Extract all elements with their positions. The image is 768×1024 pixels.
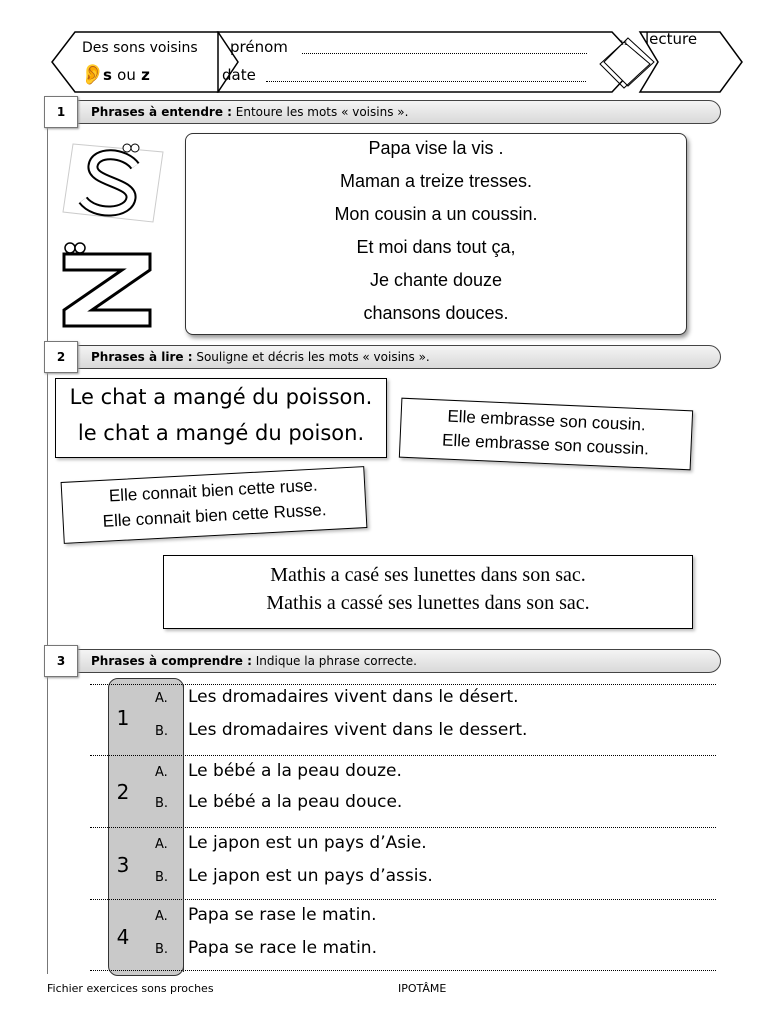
option-letter: B. xyxy=(155,724,169,739)
sound-pair xyxy=(103,66,150,84)
section2-number: 2 xyxy=(44,341,78,373)
sentence-line: Elle connait bien cette ruse. xyxy=(108,475,319,506)
sentence-line: Elle connait bien cette Russe. xyxy=(102,500,327,531)
poem-line: Mon cousin a un coussin. xyxy=(334,204,538,224)
option-letter: A. xyxy=(155,691,168,706)
poem-line: Je chante douze xyxy=(369,270,503,290)
letter-s-illustration xyxy=(55,134,165,224)
option-letter: B. xyxy=(155,942,169,957)
answer-option[interactable]: Le bébé a la peau douce. xyxy=(188,792,403,812)
poem-box xyxy=(185,133,687,335)
sentence-line: Mathis a casé ses lunettes dans son sac. xyxy=(270,564,586,586)
question-number: 1 xyxy=(116,706,130,730)
category-label: lecture xyxy=(645,30,698,48)
sentence-line: le chat a mangé du poison. xyxy=(77,421,365,445)
poem-line: Papa vise la vis . xyxy=(368,138,504,158)
section3-title: Phrases à comprendre : xyxy=(91,654,252,668)
section1-title: Phrases à entendre : xyxy=(91,105,232,119)
section2-title: Phrases à lire : xyxy=(91,350,193,364)
section3-instruction: Indique la phrase correcte. xyxy=(255,654,417,668)
answer-option[interactable]: Le bébé a la peau douze. xyxy=(188,761,402,781)
section2-bar xyxy=(76,345,721,369)
section1-instruction: Entoure les mots « voisins ». xyxy=(235,105,409,119)
prenom-field[interactable] xyxy=(302,53,587,54)
page-number: 11 xyxy=(620,40,628,47)
sentence-box-2 xyxy=(399,398,693,471)
option-letter: B. xyxy=(155,796,169,811)
sentence-box-3 xyxy=(61,466,368,544)
section3-bar xyxy=(76,649,721,673)
sound-s: s xyxy=(103,66,112,84)
sentence-line: Elle embrasse son cousin. xyxy=(447,406,647,435)
section2-instruction: Souligne et décris les mots « voisins ». xyxy=(196,350,430,364)
section1-bar xyxy=(76,100,721,124)
footer-center: IPOTÂME xyxy=(398,982,447,995)
sentence-box-1 xyxy=(55,378,387,458)
answer-option[interactable]: Les dromadaires vivent dans le désert. xyxy=(188,687,519,707)
sentence-line: Elle embrasse son coussin. xyxy=(441,430,650,459)
poem-line: chansons douces. xyxy=(363,303,509,323)
prenom-label: prénom xyxy=(230,38,288,56)
footer-left: Fichier exercices sons proches xyxy=(47,982,214,995)
answer-option[interactable]: Le japon est un pays d’assis. xyxy=(188,866,433,886)
question-number: 3 xyxy=(116,853,130,877)
answer-option[interactable]: Les dromadaires vivent dans le dessert. xyxy=(188,720,528,740)
question-number: 2 xyxy=(116,780,130,804)
answer-option[interactable]: Le japon est un pays d’Asie. xyxy=(188,833,427,853)
sentence-box-4 xyxy=(163,555,693,629)
option-letter: B. xyxy=(155,870,169,885)
option-letter: A. xyxy=(155,909,168,924)
date-field[interactable] xyxy=(266,81,586,82)
question-number: 4 xyxy=(116,925,130,949)
answer-option[interactable]: Papa se rase le matin. xyxy=(188,905,377,925)
section1-number: 1 xyxy=(44,96,78,128)
sentence-line: Mathis a cassé ses lunettes dans son sac. xyxy=(266,592,590,614)
option-letter: A. xyxy=(155,765,168,780)
column-separator xyxy=(183,684,184,972)
option-letter: A. xyxy=(155,837,168,852)
ear-icon: 👂 xyxy=(80,62,105,86)
sound-or: ou xyxy=(117,66,136,84)
date-label: date xyxy=(222,66,256,84)
answer-option[interactable]: Papa se race le matin. xyxy=(188,938,377,958)
poem-line: Maman a treize tresses. xyxy=(339,171,533,191)
section3-number: 3 xyxy=(44,645,78,677)
sentence-line: Le chat a mangé du poisson. xyxy=(69,385,373,409)
letter-z-illustration xyxy=(58,240,158,330)
poem-line: Et moi dans tout ça, xyxy=(356,237,516,257)
worksheet-title: Des sons voisins xyxy=(82,40,198,56)
margin-line xyxy=(47,124,48,974)
sound-z: z xyxy=(141,66,150,84)
